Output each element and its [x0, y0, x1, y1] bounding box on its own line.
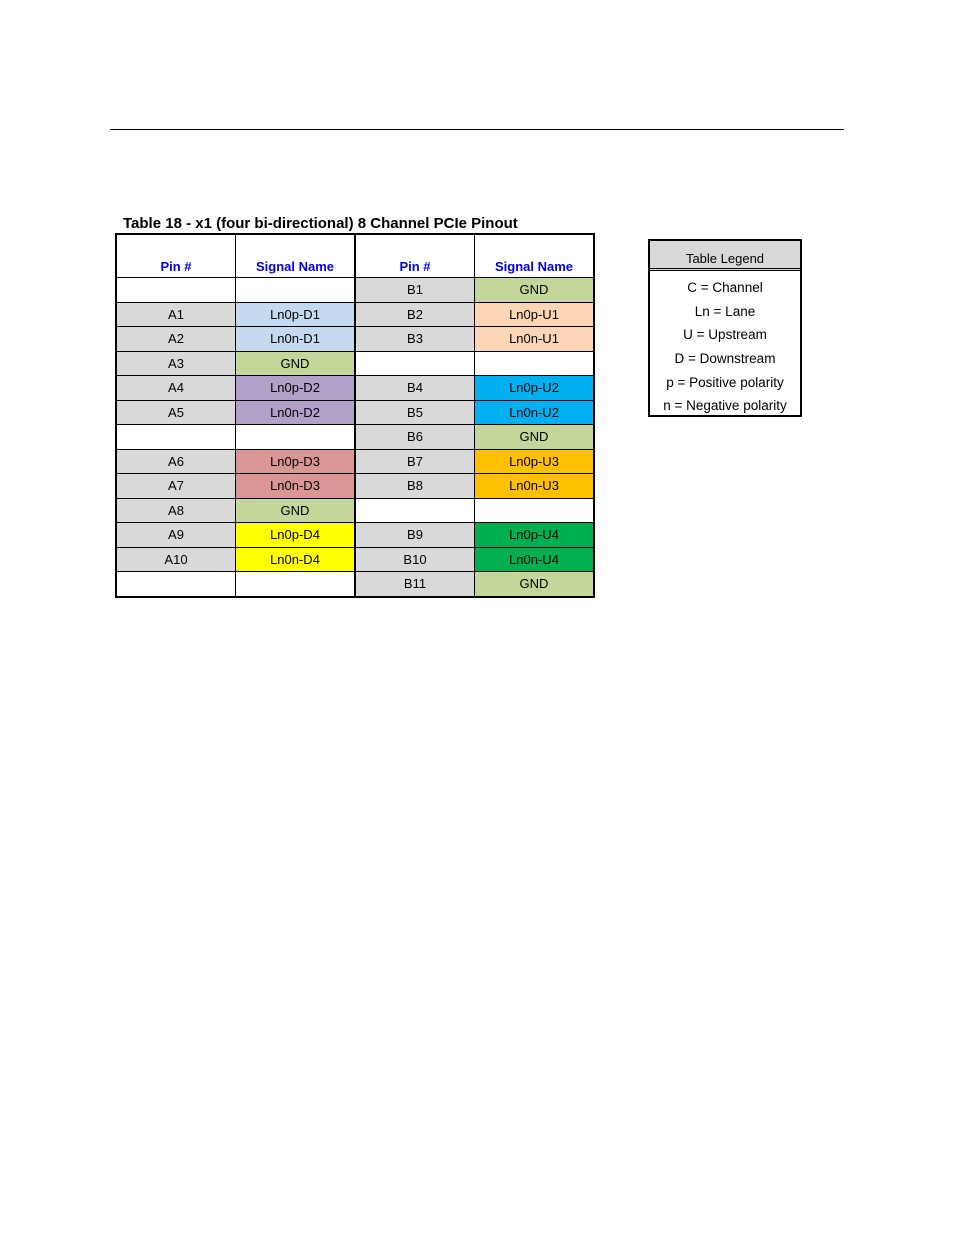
signal-a-cell: GND — [236, 498, 356, 523]
table-row — [116, 351, 594, 376]
signal-a-cell — [236, 425, 356, 450]
signal-a-cell: Ln0n-D1 — [236, 327, 356, 352]
signal-b-cell: Ln0n-U4 — [475, 547, 595, 572]
pin-b-cell: B10 — [355, 547, 475, 572]
signal-a-cell: Ln0n-D4 — [236, 547, 356, 572]
table-legend — [648, 239, 802, 417]
legend-items — [650, 271, 800, 418]
pin-b-cell: B2 — [355, 302, 475, 327]
pin-a-cell: A2 — [116, 327, 236, 352]
legend-title: Table Legend — [650, 241, 800, 271]
pin-b-cell: B6 — [355, 425, 475, 450]
table-row — [116, 523, 594, 548]
signal-b-cell: Ln0p-U2 — [475, 376, 595, 401]
signal-a-cell: Ln0p-D1 — [236, 302, 356, 327]
legend-item: n = Negative polarity — [663, 398, 787, 414]
signal-a-cell: Ln0n-D3 — [236, 474, 356, 499]
pin-a-cell: A7 — [116, 474, 236, 499]
pin-a-cell — [116, 278, 236, 303]
header-rule — [110, 129, 844, 130]
table-row — [116, 425, 594, 450]
signal-b-cell: Ln0p-U3 — [475, 449, 595, 474]
signal-b-cell: Ln0n-U3 — [475, 474, 595, 499]
signal-b-cell: GND — [475, 572, 595, 597]
table-header-row — [116, 234, 594, 278]
pin-b-cell: B8 — [355, 474, 475, 499]
table-row — [116, 449, 594, 474]
pin-b-cell — [355, 498, 475, 523]
header-signal-b: Signal Name — [475, 234, 595, 278]
pin-a-cell: A3 — [116, 351, 236, 376]
pin-b-cell: B3 — [355, 327, 475, 352]
table-row — [116, 572, 594, 597]
legend-item: D = Downstream — [674, 351, 776, 367]
pinout-body — [116, 278, 594, 597]
signal-a-cell: Ln0n-D2 — [236, 400, 356, 425]
pinout-table — [115, 233, 595, 598]
pin-a-cell: A9 — [116, 523, 236, 548]
signal-b-cell: Ln0p-U1 — [475, 302, 595, 327]
pin-a-cell: A5 — [116, 400, 236, 425]
signal-a-cell: GND — [236, 351, 356, 376]
legend-item: Ln = Lane — [694, 303, 756, 319]
legend-item: U = Upstream — [683, 327, 767, 343]
pin-b-cell: B4 — [355, 376, 475, 401]
table-row — [116, 547, 594, 572]
pin-a-cell — [116, 425, 236, 450]
signal-b-cell — [475, 498, 595, 523]
legend-item: p = Positive polarity — [666, 374, 784, 390]
signal-b-cell — [475, 351, 595, 376]
table-row — [116, 474, 594, 499]
pin-b-cell: B11 — [355, 572, 475, 597]
table-row — [116, 400, 594, 425]
header-signal-a: Signal Name — [236, 234, 356, 278]
signal-b-cell: Ln0p-U4 — [475, 523, 595, 548]
signal-a-cell: Ln0p-D2 — [236, 376, 356, 401]
table-row — [116, 278, 594, 303]
legend-item: C = Channel — [687, 280, 763, 295]
table-row — [116, 327, 594, 352]
header-pin-b: Pin # — [355, 234, 475, 278]
pin-b-cell: B5 — [355, 400, 475, 425]
pin-a-cell: A4 — [116, 376, 236, 401]
pin-b-cell: B1 — [355, 278, 475, 303]
table-row — [116, 376, 594, 401]
pin-a-cell — [116, 572, 236, 597]
pin-b-cell: B9 — [355, 523, 475, 548]
signal-a-cell: Ln0p-D4 — [236, 523, 356, 548]
table-caption: Table 18 - x1 (four bi-directional) 8 Channel PCIe Pinout — [123, 215, 518, 232]
pin-b-cell: B7 — [355, 449, 475, 474]
signal-b-cell: Ln0n-U2 — [475, 400, 595, 425]
signal-b-cell: GND — [475, 425, 595, 450]
signal-a-cell — [236, 572, 356, 597]
pin-b-cell — [355, 351, 475, 376]
table-row — [116, 302, 594, 327]
signal-a-cell — [236, 278, 356, 303]
signal-b-cell: Ln0n-U1 — [475, 327, 595, 352]
pin-a-cell: A10 — [116, 547, 236, 572]
signal-a-cell: Ln0p-D3 — [236, 449, 356, 474]
pin-a-cell: A8 — [116, 498, 236, 523]
header-pin-a: Pin # — [116, 234, 236, 278]
pin-a-cell: A1 — [116, 302, 236, 327]
table-row — [116, 498, 594, 523]
signal-b-cell: GND — [475, 278, 595, 303]
pin-a-cell: A6 — [116, 449, 236, 474]
